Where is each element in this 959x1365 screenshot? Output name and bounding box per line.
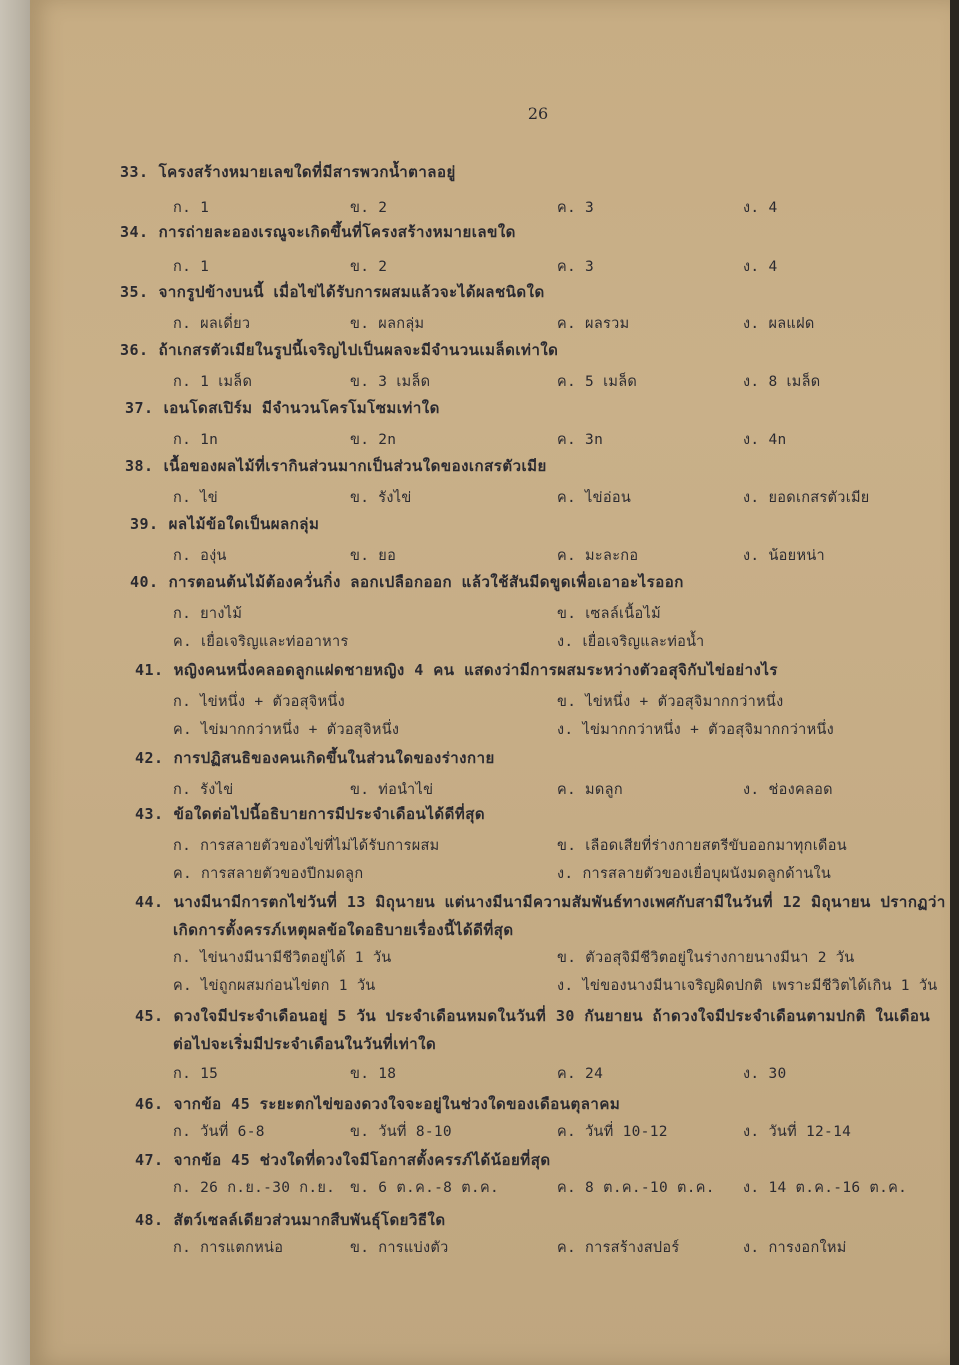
answer-option: ง. 8 เมล็ด [743,374,821,390]
question-number: 45. [135,1007,164,1025]
answer-option: ข. การแบ่งตัว [350,1240,449,1256]
question-stem: เนื้อของผลไม้ที่เรากินส่วนมากเป็นส่วนใดของเกสรตัวเมีย [163,457,547,475]
answer-option: ก. ไข่นางมีนามีชีวิตอยู่ได้ 1 วัน [173,950,392,966]
answer-option: ง. น้อยหน่า [743,548,825,564]
answer-option: ก. ไข่ [173,490,218,506]
answer-option: ค. 3 [557,259,595,275]
answer-option: ก. 15 [173,1066,219,1082]
answer-option: ค. วันที่ 10-12 [557,1124,668,1140]
question-text [120,338,558,362]
question-stem: การตอนต้นไม้ต้องควั่นกิ่ง ลอกเปลือกออก แล้วใช้สันมีดขูดเพื่อเอาอะไรออก [168,573,684,591]
answer-option: ข. วันที่ 8-10 [350,1124,452,1140]
answer-option: ข. รังไข่ [350,490,412,506]
answer-option: ข. เลือดเสียที่ร่างกายสตรีขับออกมาทุกเดือน [557,838,847,854]
answer-option: ค. ไข่ถูกผสมก่อนไข่ตก 1 วัน [173,978,376,994]
answer-option: ข. 2 [350,259,388,275]
answer-option: ค. ไข่อ่อน [557,490,632,506]
question-number: 43. [135,805,164,823]
question-stem: จากข้อ 45 ช่วงใดที่ดวงใจมีโอกาสตั้งครรภ์ได้น้อยที่สุด [173,1151,551,1169]
answer-option: ข. ท่อนำไข่ [350,782,434,798]
question-number: 40. [130,573,159,591]
answer-option: ก. รังไข่ [173,782,234,798]
answer-option: ก. 26 ก.ย.-30 ก.ย. [173,1180,336,1196]
answer-option: ข. 3 เมล็ด [350,374,431,390]
answer-option: ข. 18 [350,1066,397,1082]
answer-option: ข. ผลกลุ่ม [350,316,425,332]
answer-option: ข. ตัวอสุจิมีชีวิตอยู่ในร่างกายนางมีนา 2 วัน [557,950,855,966]
answer-option: ก. การแตกหน่อ [173,1240,284,1256]
answer-option: ก. การสลายตัวของไข่ที่ไม่ได้รับการผสม [173,838,440,854]
answer-option: ค. 3 [557,200,595,216]
answer-option: ง. 14 ต.ค.-16 ต.ค. [743,1180,908,1196]
question-text [135,1092,620,1116]
question-stem: การถ่ายละอองเรณูจะเกิดขึ้นที่โครงสร้างหมายเลขใด [158,223,516,241]
question-stem: ข้อใดต่อไปนี้อธิบายการมีประจำเดือนได้ดีที่สุด [173,805,486,823]
answer-option: ง. 4n [743,432,787,448]
question-number: 41. [135,661,164,679]
question-stem: ผลไม้ข้อใดเป็นผลกลุ่ม [168,515,320,533]
answer-option: ง. ผลแฝด [743,316,815,332]
question-stem: เอนโดสเปิร์ม มีจำนวนโครโมโซมเท่าใด [163,399,440,417]
answer-option: ก. องุ่น [173,548,227,564]
answer-option: ง. ยอดเกสรตัวเมีย [743,490,870,506]
question-number: 47. [135,1151,164,1169]
question-number: 42. [135,749,164,767]
question-stem: สัตว์เซลล์เดียวส่วนมากสืบพันธุ์โดยวิธีใด [173,1211,446,1229]
answer-option: ก. 1 [173,200,210,216]
answer-option: ง. 30 [743,1066,787,1082]
question-text [120,160,456,184]
question-text [135,802,485,826]
answer-option: ก. 1n [173,432,219,448]
question-text [135,1004,930,1028]
answer-option: ข. 2n [350,432,397,448]
answer-option: ข. ยอ [350,548,397,564]
question-stem: นางมีนามีการตกไข่วันที่ 13 มิถุนายน แต่นางมีนามีความสัมพันธ์ทางเพศกับสามีในวันที่ 12 มิถุนายน ปรากฏว่า [173,893,946,911]
answer-option: ค. ไข่มากกว่าหนึ่ง + ตัวอสุจิหนึ่ง [173,722,400,738]
answer-option: ข. 6 ต.ค.-8 ต.ค. [350,1180,499,1196]
question-text [130,512,319,536]
answer-option: ก. วันที่ 6-8 [173,1124,265,1140]
question-number: 33. [120,163,149,181]
answer-option: ข. ไข่หนึ่ง + ตัวอสุจิมากกว่าหนึ่ง [557,694,784,710]
answer-option: ก. ยางไม้ [173,606,243,622]
question-text [135,1148,551,1172]
answer-option: ง. 4 [743,259,778,275]
question-stem: หญิงคนหนึ่งคลอดลูกแฝดชายหญิง 4 คน แสดงว่ามีการผสมระหว่างตัวอสุจิกับไข่อย่างไร [173,661,778,679]
answer-option: ค. มดลูก [557,782,623,798]
question-number: 46. [135,1095,164,1113]
question-stem: จากข้อ 45 ระยะตกไข่ของดวงใจจะอยู่ในช่วงใดของเดือนตุลาคม [173,1095,621,1113]
question-number: 37. [125,399,154,417]
answer-option: ค. 8 ต.ค.-10 ต.ค. [557,1180,715,1196]
answer-option: ค. การสลายตัวของปีกมดลูก [173,866,364,882]
answer-option: ง. 4 [743,200,778,216]
answer-option: ก. 1 เมล็ด [173,374,253,390]
document-page [30,0,950,1365]
question-number: 35. [120,283,149,301]
question-text [135,746,495,770]
answer-option: ค. มะละกอ [557,548,639,564]
answer-option: ง. การสลายตัวของเยื่อบุผนังมดลูกด้านใน [557,866,832,882]
answer-option: ง. เยื่อเจริญและท่อน้ำ [557,634,705,650]
question-stem: ดวงใจมีประจำเดือนอยู่ 5 วัน ประจำเดือนหมดในวันที่ 30 กันยายน ถ้าดวงใจมีประจำเดือนตามปกติ ในเดือน [173,1007,931,1025]
answer-option: ข. 2 [350,200,388,216]
question-number: 38. [125,457,154,475]
answer-option: ค. ผลรวม [557,316,630,332]
answer-option: ก. ไข่หนึ่ง + ตัวอสุจิหนึ่ง [173,694,346,710]
answer-option: ค. 5 เมล็ด [557,374,638,390]
question-number: 44. [135,893,164,911]
question-number: 39. [130,515,159,533]
question-text [135,658,778,682]
question-stem: ถ้าเกสรตัวเมียในรูปนี้เจริญไปเป็นผลจะมีจำนวนเมล็ดเท่าใด [158,341,559,359]
answer-option: ก. 1 [173,259,210,275]
question-number: 34. [120,223,149,241]
answer-option: ง. การงอกใหม่ [743,1240,847,1256]
question-text [120,220,516,244]
answer-option: ง. ไข่ของนางมีนาเจริญผิดปกติ เพราะมีชีวิตได้เกิน 1 วัน [557,978,938,994]
answer-option: ก. ผลเดี่ยว [173,316,251,332]
answer-option: ง. ไข่มากกว่าหนึ่ง + ตัวอสุจิมากกว่าหนึ่ง [557,722,835,738]
answer-option: ข. เซลล์เนื้อไม้ [557,606,661,622]
question-stem-continued: เกิดการตั้งครรภ์เหตุผลข้อใดอธิบายเรื่องนี้ได้ดีที่สุด [173,921,514,939]
question-number: 36. [120,341,149,359]
question-stem: จากรูปข้างบนนี้ เมื่อไข่ได้รับการผสมแล้วจะได้ผลชนิดใด [158,283,545,301]
answer-option: ง. ช่องคลอด [743,782,833,798]
answer-option: ง. วันที่ 12-14 [743,1124,852,1140]
answer-option: ค. 3n [557,432,604,448]
question-text [135,890,946,914]
answer-option: ค. การสร้างสปอร์ [557,1240,680,1256]
answer-option: ค. 24 [557,1066,604,1082]
question-text [125,396,440,420]
question-stem: การปฏิสนธิของคนเกิดขึ้นในส่วนใดของร่างกาย [173,749,495,767]
answer-option: ค. เยื่อเจริญและท่ออาหาร [173,634,349,650]
page-number: 26 [527,104,549,123]
question-stem-continued: ต่อไปจะเริ่มมีประจำเดือนในวันที่เท่าใด [173,1035,437,1053]
question-text [120,280,545,304]
question-text [130,570,684,594]
question-number: 48. [135,1211,164,1229]
question-text [125,454,547,478]
question-text [135,1208,446,1232]
question-stem: โครงสร้างหมายเลขใดที่มีสารพวกน้ำตาลอยู่ [158,163,456,181]
